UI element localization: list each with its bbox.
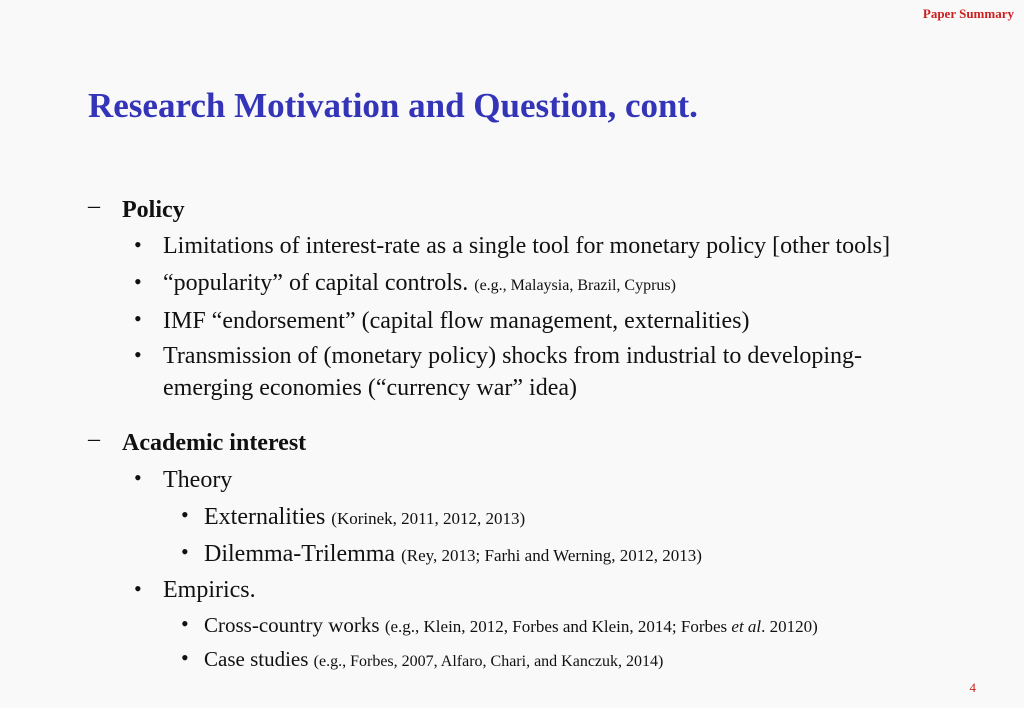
sub-bullet-marker: • xyxy=(181,539,189,564)
bullet-marker: • xyxy=(134,342,142,367)
header-tag: Paper Summary xyxy=(922,6,1014,21)
policy-item-4-line-2: emerging economies (“currency war” idea) xyxy=(163,375,578,401)
sub-bullet-marker: • xyxy=(181,502,189,527)
policy-item-2-cite: (e.g., Malaysia, Brazil, Cyprus) xyxy=(474,277,676,294)
bullet-marker: • xyxy=(134,306,142,331)
empirics-label: Empirics. xyxy=(163,577,256,603)
policy-item-2 xyxy=(163,270,676,297)
empirics-item-2 xyxy=(204,647,663,672)
policy-item-1: Limitations of interest-rate as a single tool for monetary policy [other tools] xyxy=(163,233,891,259)
policy-item-2-text: “popularity” of capital controls. xyxy=(163,270,469,296)
dash-marker: – xyxy=(88,426,100,452)
empirics-item-2-cite: (e.g., Forbes, 2007, Alfaro, Chari, and Kanczuk, 2014) xyxy=(313,653,664,670)
page-number: 4 xyxy=(969,680,976,695)
policy-item-4-line-1: Transmission of (monetary policy) shocks from industrial to developing- xyxy=(163,343,863,369)
bullet-marker: • xyxy=(134,269,142,294)
bullet-marker: • xyxy=(134,576,142,601)
theory-item-1-text: Externalities xyxy=(204,504,326,530)
section-heading-academic: Academic interest xyxy=(122,430,307,456)
theory-item-2-text: Dilemma-Trilemma xyxy=(204,541,396,567)
sub-bullet-marker: • xyxy=(181,645,189,670)
theory-item-1 xyxy=(204,504,525,531)
empirics-item-1-cite-em: et al xyxy=(731,617,762,636)
empirics-item-1 xyxy=(204,613,818,638)
empirics-item-1-cite-post: . 20120) xyxy=(761,617,818,636)
bullet-marker: • xyxy=(134,232,142,257)
empirics-item-1-cite-pre: (e.g., Klein, 2012, Forbes and Klein, 2014; Forbes xyxy=(384,617,728,636)
empirics-item-2-text: Case studies xyxy=(204,647,309,671)
slide-title: Research Motivation and Question, cont. xyxy=(88,86,698,125)
policy-item-3: IMF “endorsement” (capital flow management, externalities) xyxy=(163,308,750,334)
sub-bullet-marker: • xyxy=(181,611,189,636)
bullet-marker: • xyxy=(134,465,142,490)
dash-marker: – xyxy=(88,193,100,219)
empirics-item-1-cite xyxy=(385,617,818,636)
theory-label: Theory xyxy=(163,467,233,493)
theory-item-1-cite: (Korinek, 2011, 2012, 2013) xyxy=(331,509,526,528)
theory-item-2-cite: (Rey, 2013; Farhi and Werning, 2012, 2013) xyxy=(401,546,702,565)
empirics-item-1-text: Cross-country works xyxy=(204,613,380,637)
section-heading-policy: Policy xyxy=(122,197,185,223)
theory-item-2 xyxy=(204,541,702,568)
